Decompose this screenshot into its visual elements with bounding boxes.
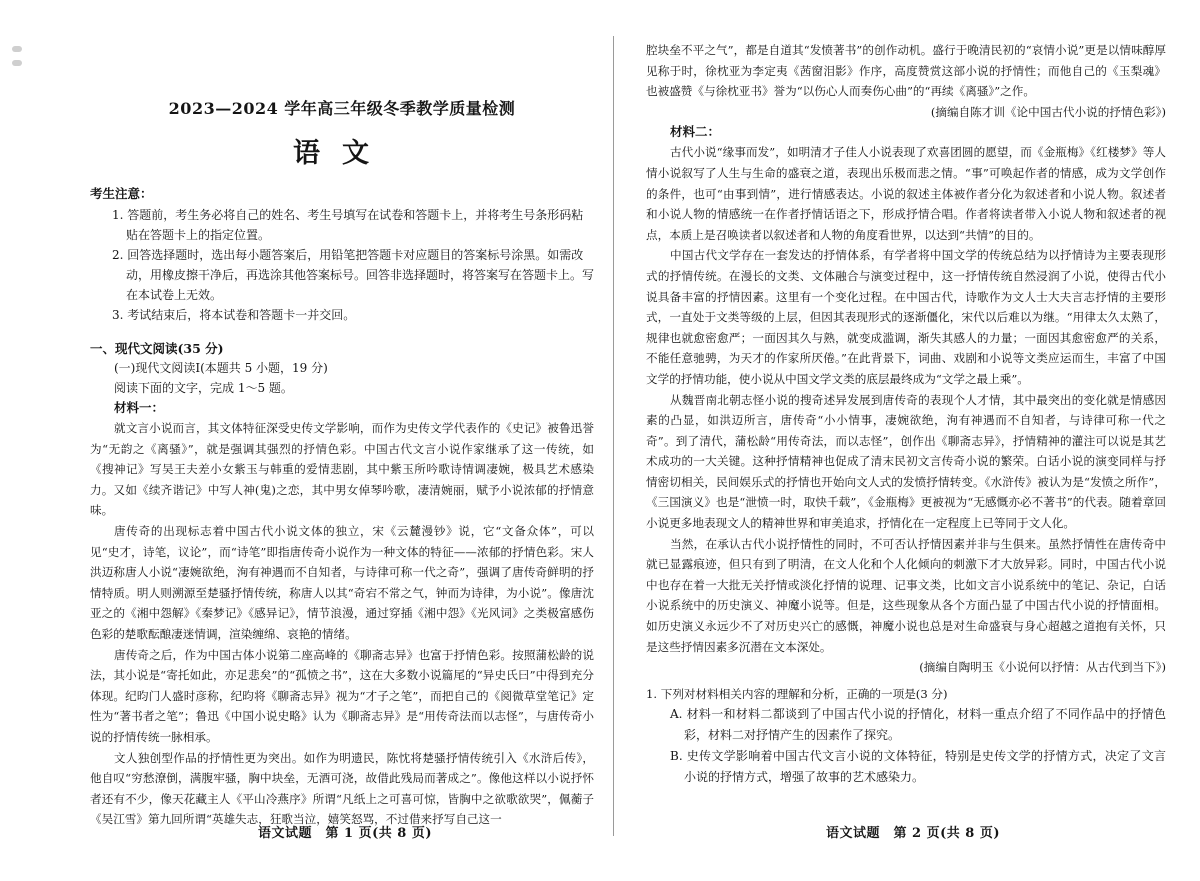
reading-instruction: 阅读下面的文字，完成 1～5 题。 (114, 381, 293, 395)
material-paragraph-continued: 腔块垒不平之气”，都是自道其“发愤著书”的创作动机。盛行于晚清民初的“哀情小说”更是以情味醇厚见称于时，徐枕亚为李定夷《茜窗泪影》作序，高度赞赏这部小说的抒情性；而他自己的《玉梨魂》也被盛赞《与徐枕亚书》誉为“以伤心人而奏伤心曲”的“再续《离骚》”之作。 (646, 43, 1166, 99)
material-one-source: (摘编自陈才训《论中国古代小说的抒情色彩》) (930, 104, 1166, 119)
question-option-b: B. 史传文学影响着中国古代文言小说的文体特征，特别是史传文学的抒情方式，决定了文言小说的抒情方式，增强了故事的艺术感染力。 (670, 749, 1166, 785)
notice-item: 1. 答题前，考生务必将自己的姓名、考生号填写在试卷和答题卡上，并将考生号条形码粘贴在答题卡上的指定位置。 (112, 208, 584, 242)
subsection-heading: (一)现代文阅读Ⅰ(本题共 5 小题，19 分) (114, 361, 328, 375)
material-two-source: (摘编自陶明玉《小说何以抒情：从古代到当下》) (919, 660, 1166, 675)
page-footer-2: 语文试题 第 2 页(共 8 页) (826, 826, 1000, 841)
question-stem: 1. 下列对材料相关内容的理解和分析，正确的一项是(3 分) (646, 686, 948, 701)
material-two-label: 材料二： (670, 124, 721, 140)
material-paragraph: 唐传奇之后，作为中国古体小说第二座高峰的《聊斋志异》也富于抒情色彩。按照蒲松龄的说法，其小说是“寄托如此，亦足悲矣”的“孤愤之书”，这在大多数小说篇尾的“异史氏曰”中得到充分体现。纪昀门人盛时彦称，纪昀将《聊斋志异》视为“才子之笔”，而把自己的《阅微草堂笔记》定性为“著书者之笔”；鲁迅《中国小说史略》认为《聊斋志异》是“用传奇法而以志怪”，与唐传奇小说的抒情传统一脉相承。 (90, 647, 594, 744)
material-paragraph: 唐传奇的出现标志着中国古代小说文体的独立，宋《云麓漫钞》说，它“文备众体”，可以见“史才，诗笔，议论”，而“诗笔”即指唐传奇小说作为一种文体的特征——浓郁的抒情色彩。宋人洪迈称唐人小说“凄婉欲绝，洵有神遇而不自知者，与诗律可称一代之奇”，强调了唐传奇鲜明的抒情特质。明人则溯源至楚骚抒情传统，称唐人以其“奇宕不常之气，钟而为诗律，为小说”。像唐沈亚之的《湘中怨解》《秦梦记》《感异记》，情节浪漫，通过穿插《湘中怨》《光风词》之类极富感伤色彩的楚歌酝酿凄迷情调，渲染缠绵、哀艳的情绪。 (90, 523, 594, 641)
notice-item: 2. 回答选择题时，选出每小题答案后，用铅笔把答题卡对应题目的答案标号涂黑。如需改动，用橡皮擦干净后，再选涂其他答案标号。回答非选择题时，将答案写在答题卡上。写在本试卷上无效。 (112, 248, 595, 302)
page-divider (613, 36, 614, 836)
material-paragraph: 从魏晋南北朝志怪小说的搜奇述异发展到唐传奇的表现个人才情，其中最突出的变化就是情感因素的凸显，如洪迈所言，唐传奇“小小情事，凄婉欲绝，洵有神遇而不自知者，与诗律可称一代之奇”。到了清代，蒲松龄“用传奇法，而以志怪”，创作出《聊斋志异》，抒情精神的灌注可以说是其艺术成功的一大关键。这种抒情精神也促成了清末民初文言传奇小说的繁荣。白话小说的演变同样与抒情密切相关，民间娱乐式的抒情也开始向文人式的发愤抒情转变。《水浒传》被认为是“发愤之所作”，《三国演义》也是“泄愤一时，取快千载”，《金瓶梅》更被视为“无感慨亦必不著书”的代表。随着章回小说更多地表现文人的精神世界和审美追求，抒情化在一定程度上已等同于文人化。 (646, 392, 1166, 531)
question-option-a: A. 材料一和材料二都谈到了中国古代小说的抒情化，材料一重点介绍了不同作品中的抒情色彩，材料二对抒情产生的因素作了探究。 (670, 707, 1166, 743)
subject-title: 语文 (293, 138, 391, 169)
notice-item: 3. 考试结束后，将本试卷和答题卡一并交回。 (112, 308, 356, 322)
notice-heading: 考生注意： (90, 186, 153, 201)
material-paragraph: 当然，在承认古代小说抒情性的同时，不可否认抒情因素并非与生俱来。虽然抒情性在唐传奇中就已显露痕迹，但只有到了明清，在文人化和个人化倾向的刺激下才大放异彩。同时，中国古代小说中也存在着一大批无关抒情或淡化抒情的说理、记事文类，比如文言小说系统中的笔记、杂记，白话小说系统中的历史演义、神魔小说等。但是，这些现象从各个方面凸显了中国古代小说的抒情面相。如历史演义永远少不了对历史兴亡的感慨，神魔小说也总是对生命盛衰与身心超越之道抱有关怀，只是这些抒情因素多沉潜在文本深处。 (646, 536, 1166, 654)
material-paragraph: 中国古代文学存在一套发达的抒情体系，有学者将中国文学的传统总结为以抒情诗为主要表现形式的抒情传统。在漫长的文类、文体融合与演变过程中，这一抒情传统自然浸润了小说，使得古代小说具备丰富的抒情因素。这里有一个变化过程。在中国古代，诗歌作为文人士大夫言志抒情的主要形式，一直处于文类等级的上层，但因其表现形式的逐渐僵化，宋代以后难以为继。“用律太久太熟了，规律也就愈密愈严；一面因其久与熟，就变成滥调，渐失其感人的力量；一面因其愈密愈严的关系，不能任意驰骋，为天才的作家所厌倦。”在此背景下，词曲、戏剧和小说等文类应运而生，丰富了中国文学的抒情功能，使小说从中国文学文类的底层最终成为“文学之最上乘”。 (646, 248, 1166, 386)
material-paragraph: 就文言小说而言，其文体特征深受史传文学影响，而作为史传文学代表作的《史记》被鲁迅誉为“无韵之《离骚》”，就是强调其强烈的抒情色彩。中国古代文言小说作家继承了这一传统，如《搜神记》写吴王夫差小女紫玉与韩重的爱情悲剧，其中紫玉所吟歌诗情调凄婉，极具艺术感染力。又如《续齐谐记》中写人神(鬼)之恋，其中男女倬琴吟歌，凄清婉丽，赋予小说浓郁的抒情意味。 (90, 421, 594, 518)
page-footer-1: 语文试题 第 1 页(共 8 页) (258, 826, 432, 841)
exam-page-2 (616, 0, 1200, 881)
material-one-label: 材料一： (114, 400, 165, 415)
exam-title: 2023—2024 学年高三年级冬季教学质量检测 (168, 99, 516, 118)
section-heading: 一、现代文阅读(35 分) (90, 341, 224, 356)
material-paragraph: 古代小说“缘事而发”，如明清才子佳人小说表现了欢喜团圆的愿望，而《金瓶梅》《红楼梦》等人情小说叙写了人生与生命的盛衰之道，表现出乐极而悲之情。“事”可唤起作者的情感，成为文学创作的条件，也可“由事到情”，进行情感表达。小说的叙述主体被作者分化为叙述者和小说人物。叙述者和小说人物的情感统一在作者抒情话语之下，形成抒情合唱。作者将读者带入小说人物和叙述者的视点，本质上是召唤读者以叙述者和人物的角度看世界，以达到“共情”的目的。 (646, 145, 1166, 242)
material-paragraph: 文人独创型作品的抒情性更为突出。如作为明遗民，陈忱将楚骚抒情传统引入《水浒后传》，他自叹“穷愁潦倒，满腹牢骚，胸中块垒，无酒可浇，故借此残局而著成之”。像他这样以小说抒怀者还有不少，像天花藏主人《平山冷燕序》所谓“凡纸上之可喜可惊，皆胸中之欲歌欲哭”，佩蘅子《吴江雪》第九回所谓“英雄失志，狂歌当泣，嬉笑怒骂，不过借来抒写自己这一 (90, 750, 594, 827)
